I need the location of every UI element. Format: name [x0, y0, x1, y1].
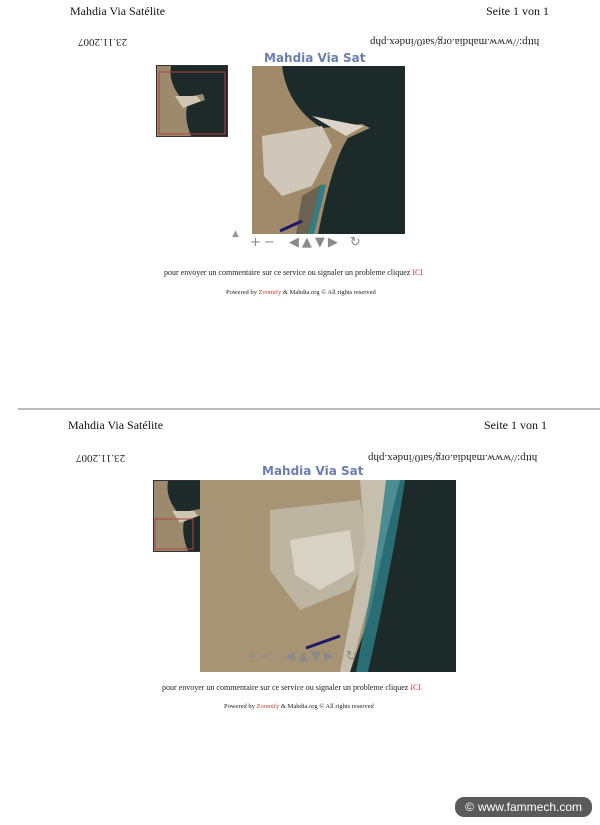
- printed-page-1: [0, 0, 600, 410]
- reset-view-button[interactable]: ↻: [349, 235, 361, 250]
- satellite-view[interactable]: [200, 480, 456, 672]
- pan-up-button[interactable]: ▲: [301, 235, 312, 250]
- overview-map-image: [157, 66, 227, 136]
- zoomify-link[interactable]: Zoomify: [256, 703, 280, 710]
- page-header-title: Mahdia Via Satélite: [70, 4, 166, 18]
- pan-left-button[interactable]: ◀: [284, 649, 295, 664]
- zoom-out-button[interactable]: −: [263, 235, 275, 250]
- navigation-toolbar: [250, 236, 361, 249]
- pan-up-button[interactable]: ▲: [297, 649, 308, 664]
- site-title: Mahdia Via Sat: [264, 51, 366, 65]
- feedback-text: pour envoyer un commentaire sur ce service ou signaler un probleme cliquez: [162, 683, 411, 692]
- feedback-line: [164, 268, 423, 277]
- powered-by-prefix: Powered by: [226, 289, 259, 296]
- pan-down-button[interactable]: ▼: [314, 235, 325, 250]
- page-url: http://www.mahdia.org/sat0/index.php: [368, 452, 538, 464]
- powered-by-prefix: Powered by: [224, 703, 257, 710]
- pan-right-button[interactable]: ▶: [323, 649, 334, 664]
- feedback-line: [162, 683, 421, 692]
- zoomify-link[interactable]: Zoomify: [258, 289, 282, 296]
- watermark: [455, 797, 592, 817]
- feedback-link[interactable]: ICI: [410, 683, 422, 692]
- reset-view-button[interactable]: ↻: [345, 649, 357, 664]
- zoom-in-button[interactable]: +: [246, 649, 257, 664]
- feedback-text: pour envoyer un commentaire sur ce service ou signaler un probleme cliquez: [164, 268, 413, 277]
- overview-map[interactable]: [156, 65, 228, 137]
- zoom-out-button[interactable]: −: [259, 649, 271, 664]
- zoom-in-button[interactable]: +: [250, 235, 261, 250]
- page-header-pagenum: Seite 1 von 1: [484, 418, 547, 432]
- pan-left-button[interactable]: ◀: [288, 235, 299, 250]
- satellite-view[interactable]: [252, 66, 405, 234]
- page-header-title: Mahdia Via Satélite: [68, 418, 164, 432]
- pan-down-button[interactable]: ▼: [310, 649, 321, 664]
- powered-by-suffix: & Mahdia.org © All rights reserved: [279, 703, 374, 710]
- watermark-text: www.fammech.com: [477, 800, 582, 814]
- powered-by-line: [226, 289, 376, 296]
- powered-by-suffix: & Mahdia.org © All rights reserved: [281, 289, 376, 296]
- toggle-panel-icon[interactable]: ▲: [232, 229, 239, 239]
- printed-page-2: [0, 412, 600, 807]
- site-title: Mahdia Via Sat: [262, 464, 364, 478]
- satellite-image: [252, 66, 405, 234]
- page-divider: [18, 408, 600, 410]
- page-date: 23.11.2007: [76, 452, 126, 464]
- copyright-icon: ©: [465, 800, 474, 814]
- pan-right-button[interactable]: ▶: [327, 235, 338, 250]
- page-date: 23.11.2007: [78, 36, 128, 48]
- page-header-pagenum: Seite 1 von 1: [486, 4, 549, 18]
- navigation-toolbar: [246, 650, 357, 663]
- feedback-link[interactable]: ICI: [412, 268, 424, 277]
- powered-by-line: [224, 703, 374, 710]
- page-url: http://www.mahdia.org/sat0/index.php: [370, 36, 540, 48]
- satellite-image: [200, 480, 456, 672]
